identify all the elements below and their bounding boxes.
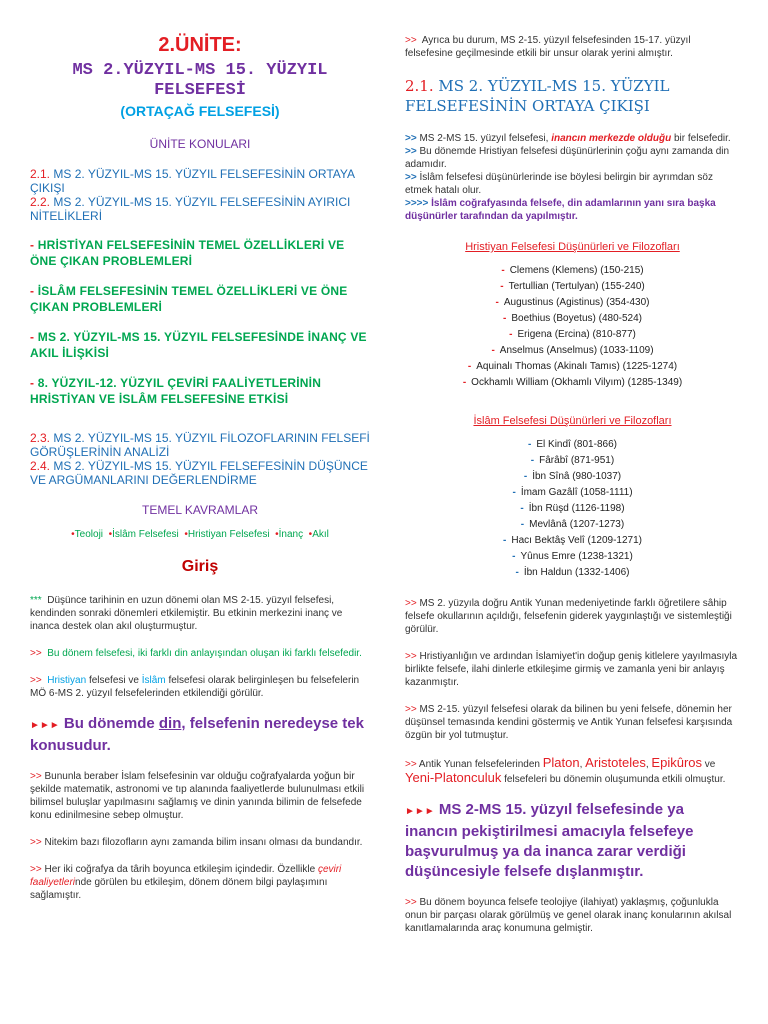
- paragraph: [405, 896, 740, 935]
- list-item-text: Anselmus (Anselmus) (1033-1109): [499, 345, 654, 356]
- unit-subtitle-paren: (ORTAÇAĞ FELSEFESİ): [120, 103, 280, 119]
- star-marker: ***: [30, 595, 42, 606]
- list-item-text: Mevlânâ (1207-1273): [529, 519, 625, 530]
- paragraph: [405, 597, 740, 636]
- list-item: - Hacı Bektâş Velî (1209-1271): [503, 535, 642, 546]
- paragraph-text: MS 2-MS 15. yüzyıl felsefesi,: [419, 133, 549, 144]
- highlight-term: inancın merkezde olduğu: [551, 133, 672, 144]
- paragraph-text: Bu dönemde Hristiyan felsefesi düşünürlerinin çoğu aynı zamanda din adamıdır.: [405, 146, 730, 170]
- triangle-icon: ►►►: [405, 806, 435, 817]
- paragraph-text: nde görülen bu etkileşim, dönem dönem bilgi paylaşımını sağlamıştır.: [30, 877, 328, 901]
- paragraph: [30, 594, 370, 633]
- unit-subtitle-line-1: MS 2.YÜZYIL-MS 15. YÜZYIL: [72, 61, 328, 80]
- list-item: - El Kindî (801-866): [528, 439, 617, 450]
- list-item: - İbn Haldun (1332-1406): [515, 567, 630, 578]
- christian-philosophers-list: [405, 263, 740, 391]
- list-item-text: Clemens (Klemens) (150-215): [509, 265, 644, 276]
- paragraph-text: felsefeleri bu dönemin oluşumunda etkili olmuştur.: [504, 774, 726, 785]
- intro-heading: Giriş: [181, 558, 219, 575]
- paragraph: [30, 863, 370, 902]
- arrow-marker: >>: [30, 675, 42, 686]
- philosopher-name: Yeni-Platonculuk: [405, 770, 502, 785]
- islamic-philosophers-heading: İslâm Felsefesi Düşünürleri ve Filozofları: [473, 415, 672, 427]
- arrow-marker: >>: [30, 837, 42, 848]
- list-item-text: Yûnus Emre (1238-1321): [520, 551, 633, 562]
- arrow-marker: >>: [405, 172, 417, 183]
- concept: Hristiyan Felsefesi: [187, 529, 270, 540]
- list-item-text: El Kindî (801-866): [536, 439, 617, 450]
- arrow-marker: >>: [405, 133, 417, 144]
- arrow-marker: >>: [30, 648, 42, 659]
- triangle-icon: ►►►: [30, 720, 60, 731]
- concept: İnanç: [278, 529, 304, 540]
- key-concepts-list: •Teoloji •İslâm Felsefesi •Hristiyan Felsefesi •İnanç •Akıl: [71, 529, 329, 540]
- section-number: 2.1.: [405, 77, 434, 95]
- paragraph: >> Antik Yunan felsefelerinden Platon, Aristoteles, Epikûros ve Yeni-Platonculuk felsefeleri bu dönemin oluşumunda etkili olmuştur.: [405, 755, 726, 785]
- list-item-text: İbn Rüşd (1126-1198): [528, 503, 625, 514]
- list-item: - Boethius (Boyetus) (480-524): [503, 313, 642, 324]
- list-item-text: Fârâbî (871-951): [539, 455, 615, 466]
- emphasis-text: MS 2-MS 15. yüzyıl felsefesinde ya inancın pekiştirilmesi amacıyla felsefeye başvurulmuş ya da inanca zarar verdiği düşüncesiyle felsefe dışlanmıştır.: [405, 801, 694, 880]
- list-item: - Clemens (Klemens) (150-215): [501, 265, 644, 276]
- paragraph-text: bir felsefedir.: [674, 133, 731, 144]
- paragraph-text: ve: [704, 759, 716, 770]
- highlight-term: Hristiyan: [47, 675, 87, 686]
- toc-text: MS 2. YÜZYIL-MS 15. YÜZYIL FİLOZOFLARININ FELSEFİ GÖRÜŞLERİNİN ANALİZİ: [30, 431, 370, 459]
- arrow-marker: >>: [405, 897, 417, 908]
- paragraph: [30, 836, 370, 849]
- paragraph-text: felsefesi olarak belirginleşen bu felsefelerin MÖ 6-MS 2. yüzyıl felsefelerinden etkilendiği görülür.: [30, 675, 360, 699]
- list-item-text: Erigena (Ercina) (810-877): [517, 329, 636, 340]
- toc-list: [30, 167, 370, 223]
- list-item: - Anselmus (Anselmus) (1033-1109): [491, 345, 654, 356]
- paragraph-text: Düşünce tarihinin en uzun dönemi olan MS 2-15. yüzyıl felsefesi, kendinden sonraki dönemleri etkilemiştir. Bu etkinin merkezini inanç ve inanca destek olan akıl oluşturmuştur.: [30, 595, 343, 632]
- paragraph-text: MS 2. yüzyıla doğru Antik Yunan medeniyetinde farklı öğretilere sâhip felsefe okullarının açıldığı, felsefenin giderek yaygınlaştığı ve sistemleştiği görülür.: [405, 598, 732, 635]
- arrow-marker: >>: [30, 864, 42, 875]
- paragraph-text: İslâm felsefesi düşünürlerinde ise böylesi belirgin bir ayrımdan söz etmek hatalı olur.: [405, 172, 713, 196]
- islamic-philosophers-list: [405, 437, 740, 581]
- toc-number: 2.1.: [30, 167, 51, 181]
- unit-subtitle: [30, 61, 370, 101]
- subtopic-text: MS 2. YÜZYIL-MS 15. YÜZYIL FELSEFESİNDE İNANÇ VE AKIL İLİŞKİSİ: [30, 330, 367, 360]
- arrow-marker: >>: [405, 759, 417, 770]
- list-item-text: Tertullian (Tertulyan) (155-240): [508, 281, 645, 292]
- toc-number: 2.2.: [30, 195, 51, 209]
- list-item-text: Boethius (Boyetus) (480-524): [511, 313, 642, 324]
- paragraph-text: Her iki coğrafya da târih boyunca etkileşim içindedir. Özellikle: [44, 864, 316, 875]
- paragraph-text: Nitekim bazı filozofların aynı zamanda bilim insanı olması da bundandır.: [44, 837, 363, 848]
- paragraph: [405, 171, 740, 197]
- emphasis-statement: [30, 714, 370, 756]
- paragraph-text: felsefesi ve: [88, 675, 139, 686]
- philosopher-name: Platon: [542, 755, 580, 770]
- list-item: - Mevlânâ (1207-1273): [520, 519, 625, 530]
- toc-text: MS 2. YÜZYIL-MS 15. YÜZYIL FELSEFESİNİN AYIRICI NİTELİKLERİ: [30, 195, 351, 223]
- paragraph: [405, 197, 740, 223]
- philosopher-name: Aristoteles: [585, 755, 646, 770]
- subtopic-item: - İSLÂM FELSEFESİNİN TEMEL ÖZELLİKLERİ VE ÖNE ÇIKAN PROBLEMLERİ: [30, 284, 348, 314]
- philosopher-name: Epikûros: [651, 755, 702, 770]
- emphasis-text: Bu dönemde: [63, 715, 155, 732]
- arrow-marker: >>: [405, 146, 417, 157]
- list-item: - İbn Sînâ (980-1037): [523, 471, 622, 482]
- arrow-marker: >>: [405, 598, 417, 609]
- list-item-text: İbn Haldun (1332-1406): [523, 567, 630, 578]
- paragraph: [405, 703, 740, 742]
- highlight-term: çeviri faaliyetleri: [30, 864, 342, 888]
- paragraph-text: Ayrıca bu durum, MS 2-15. yüzyıl felsefesinden 15-17. yüzyıl felsefesine geçilmesinde etkili bir unsur olarak yerini almıştır.: [405, 35, 691, 59]
- list-item: - Aquinalı Thomas (Akinalı Tamıs) (1225-1274): [467, 361, 678, 372]
- arrow-marker: >>: [405, 704, 417, 715]
- emphasis-text: , felsefenin neredeyse tek konusudur.: [30, 715, 364, 754]
- subtopic-item: - 8. YÜZYIL-12. YÜZYIL ÇEVİRİ FAALİYETLERİNİN HRİSTİYAN VE İSLÂM FELSEFESİNE ETKİSİ: [30, 376, 322, 406]
- toc-item: [30, 459, 370, 487]
- highlight-term: İslâm: [141, 675, 166, 686]
- list-item-text: İmam Gazâlî (1058-1111): [520, 487, 633, 498]
- toc-item: [30, 167, 370, 195]
- key-concepts-heading: TEMEL KAVRAMLAR: [141, 503, 259, 517]
- concept: Teoloji: [74, 529, 104, 540]
- christian-philosophers-heading: Hristiyan Felsefesi Düşünürleri ve Filozofları: [465, 241, 680, 253]
- subtopic-text: İSLÂM FELSEFESİNİN TEMEL ÖZELLİKLERİ VE ÖNE ÇIKAN PROBLEMLERİ: [30, 284, 348, 314]
- list-item-text: İbn Sînâ (980-1037): [532, 471, 622, 482]
- concept: İslâm Felsefesi: [112, 529, 179, 540]
- toc-number: 2.4.: [30, 459, 51, 473]
- subtopic-text: HRİSTİYAN FELSEFESİNİN TEMEL ÖZELLİKLERİ VE ÖNE ÇIKAN PROBLEMLERİ: [30, 238, 345, 268]
- toc-list-2: [30, 431, 370, 487]
- list-item-text: Augustinus (Agistinus) (354-430): [503, 297, 650, 308]
- concept: Akıl: [312, 529, 329, 540]
- list-item-text: Ockhamlı William (Okhamlı Vilyım) (1285-1349): [471, 377, 683, 388]
- topics-heading: ÜNİTE KONULARI: [149, 137, 251, 151]
- arrow-marker: >>: [30, 771, 42, 782]
- toc-text: MS 2. YÜZYIL-MS 15. YÜZYIL FELSEFESİNİN DÜŞÜNCE VE ARGÜMANLARINI DEĞERLENDİRME: [30, 459, 368, 487]
- paragraph-text: Bununla beraber İslam felsefesinin var olduğu coğrafyalarda yoğun bir şekilde matematik, astronomi ve tıp alanında faaliyetlerde bulunulması etkili bilimsel buluşlar yapılmasını sağlamış ve dinin yanında bilimin de felsefede konu edinilmesine sebep olmuştur.: [30, 771, 365, 821]
- paragraph-text: Bu dönem boyunca felsefe teolojiye (ilahiyat) yaklaşmış, çoğunlukla onun bir parçası olarak görülmüş ve genel olarak inanç konularının akılsal kanıtlamalarında araç konumuna gelmiştir.: [405, 897, 732, 934]
- list-item: - Yûnus Emre (1238-1321): [512, 551, 633, 562]
- subtopic-item: - MS 2. YÜZYIL-MS 15. YÜZYIL FELSEFESİNDE İNANÇ VE AKIL İLİŞKİSİ: [30, 330, 367, 360]
- paragraph: [30, 674, 370, 700]
- paragraph: [405, 650, 740, 689]
- paragraph-text: Bu dönem felsefesi, iki farklı din anlayışından oluşan iki farklı felsefedir.: [47, 648, 362, 659]
- list-item: - Ockhamlı William (Okhamlı Vilyım) (1285-1349): [462, 377, 683, 388]
- list-item-text: Hacı Bektâş Velî (1209-1271): [511, 535, 642, 546]
- toc-item: [30, 431, 370, 459]
- paragraph-text: Hristiyanlığın ve ardından İslamiyet'in doğup geniş kitlelere yayılmasıyla birlikte felsefe, ilahi dinlerle etkileşime girmiş ve zamanla yeni bir anlayış kazanmıştır.: [405, 651, 738, 688]
- paragraph-text: Antik Yunan felsefelerinden: [418, 759, 540, 770]
- subtopic-item: - HRİSTİYAN FELSEFESİNİN TEMEL ÖZELLİKLERİ VE ÖNE ÇIKAN PROBLEMLERİ: [30, 238, 345, 268]
- list-item: - İmam Gazâlî (1058-1111): [512, 487, 633, 498]
- list-item: - Fârâbî (871-951): [530, 455, 615, 466]
- subtopic-text: 8. YÜZYIL-12. YÜZYIL ÇEVİRİ FAALİYETLERİNİN HRİSTİYAN VE İSLÂM FELSEFESİNE ETKİSİ: [30, 376, 322, 406]
- paragraph: [405, 145, 740, 171]
- emphasis-underlined: din: [158, 715, 182, 732]
- toc-item: [30, 195, 370, 223]
- paragraph: [405, 132, 740, 145]
- emphasis-statement: [405, 800, 740, 882]
- list-item: - Tertullian (Tertulyan) (155-240): [500, 281, 645, 292]
- paragraph-text: MS 2-15. yüzyıl felsefesi olarak da bilinen bu yeni felsefe, dönemin her düşünsel temasında kendini göstermiş ve Antik Yunan felsefesi karşısında özgün bir yol tutmuştur.: [405, 704, 733, 741]
- arrow-marker: >>>>: [405, 198, 429, 209]
- arrow-marker: >>: [405, 35, 417, 46]
- section-title: MS 2. YÜZYIL-MS 15. YÜZYIL FELSEFESİNİN ORTAYA ÇIKIŞI: [405, 77, 670, 115]
- list-item: - Erigena (Ercina) (810-877): [509, 329, 636, 340]
- right-column: [405, 0, 740, 935]
- list-item-text: Aquinalı Thomas (Akinalı Tamıs) (1225-1274): [476, 361, 678, 372]
- left-column: [30, 0, 370, 902]
- section-heading: [405, 76, 740, 116]
- paragraph: [30, 770, 370, 822]
- paragraph: [405, 34, 740, 60]
- list-item: - İbn Rüşd (1126-1198): [520, 503, 625, 514]
- unit-title: 2.ÜNİTE:: [158, 34, 242, 56]
- toc-number: 2.3.: [30, 431, 51, 445]
- toc-text: MS 2. YÜZYIL-MS 15. YÜZYIL FELSEFESİNİN ORTAYA ÇIKIŞI: [30, 167, 355, 195]
- list-item: - Augustinus (Agistinus) (354-430): [495, 297, 650, 308]
- arrow-marker: >>: [405, 651, 417, 662]
- paragraph: [30, 647, 370, 660]
- unit-subtitle-line-2: FELSEFESİ: [154, 81, 246, 100]
- paragraph-text: İslâm coğrafyasında felsefe, din adamlarının yanı sıra başka düşünürler tarafından da yapılmıştır.: [405, 198, 716, 222]
